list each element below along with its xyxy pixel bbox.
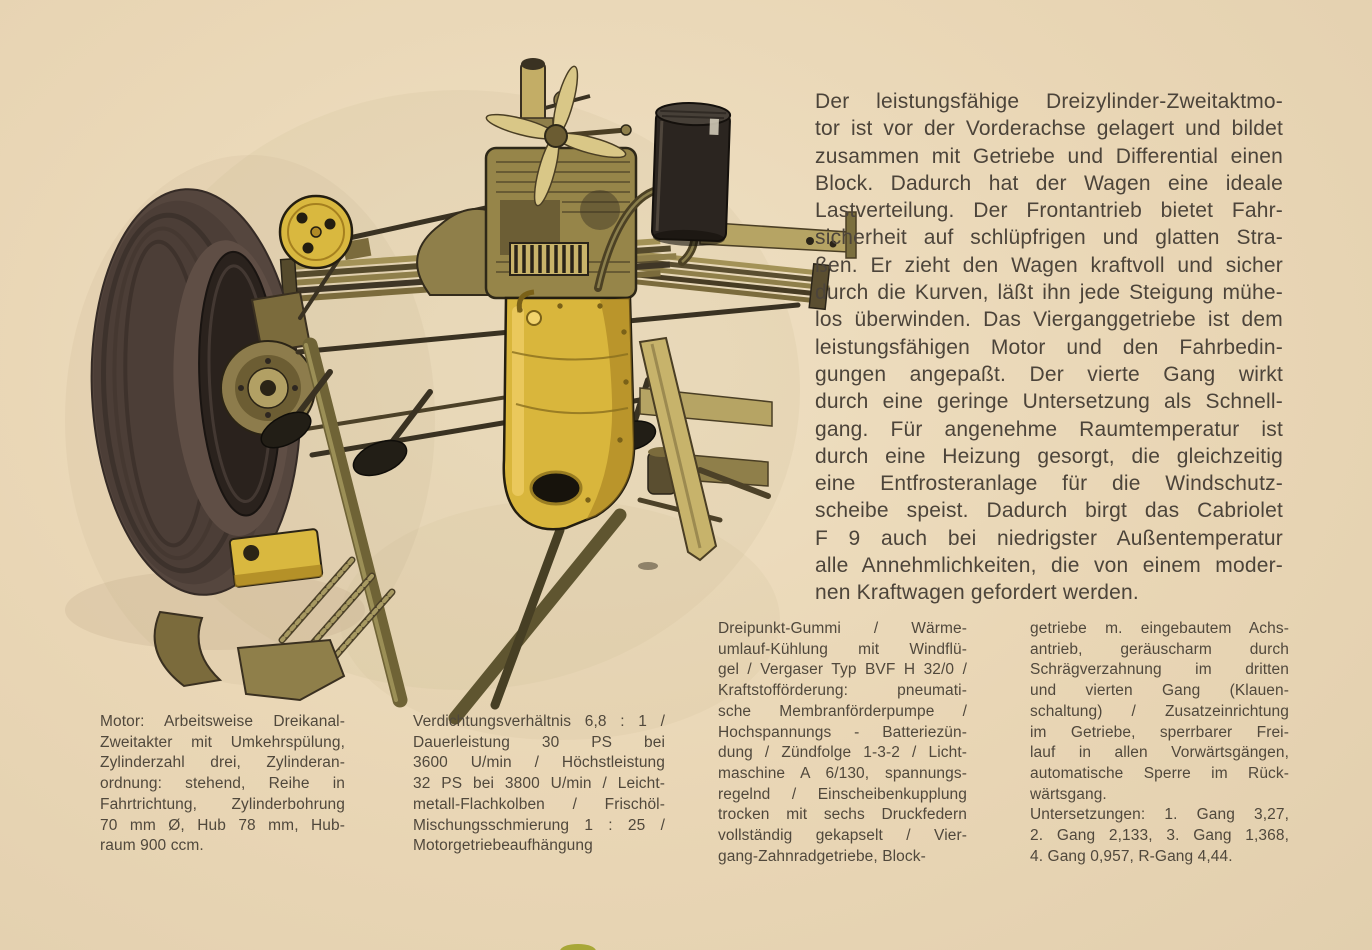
text-line: sche Membranförderpumpe / [718, 702, 967, 720]
text-line: 4. Gang 0,957, R-Gang 4,44. [1030, 847, 1233, 865]
text-line: lauf in allen Vorwärtsgängen, [1030, 744, 1289, 762]
spec-block-engine-output [413, 712, 665, 857]
intro-paragraph-lines [815, 88, 1283, 607]
spec-block-motor [100, 712, 345, 857]
spec-block-gearbox [1030, 619, 1289, 867]
text-line: dung / Zündfolge 1-3-2 / Licht- [718, 744, 967, 762]
text-line: ßen. Er zieht den Wagen kraftvoll und sicher [815, 253, 1283, 277]
gearbox-housing [504, 292, 634, 529]
text-line: Dreipunkt-Gummi / Wärme- [718, 620, 967, 637]
text-line: nen Kraftwagen gefordert werden. [815, 581, 1139, 605]
text-line: alle Annehmlichkeiten, die von einem moder- [815, 554, 1283, 578]
text-line: vollständig gekapselt / Vier- [718, 827, 967, 845]
text-line: ordnung: stehend, Reihe in [100, 775, 345, 793]
text-line: scheibe speist. Dadurch birgt das Cabriolet [815, 499, 1283, 523]
spec-gearbox-para1 [1030, 619, 1289, 805]
text-line: und vierten Gang (Klauen- [1030, 682, 1289, 700]
text-line: 3600 U/min / Höchstleistung [413, 754, 665, 772]
text-line: gungen angepaßt. Der vierte Gang wirkt [815, 362, 1283, 386]
text-line: gang. Für angenehme Raumtemperatur ist [815, 417, 1283, 441]
text-line: im Getriebe, sperrbarer Frei- [1030, 723, 1289, 741]
text-line: maschine A 6/130, spannungs- [718, 764, 967, 782]
text-line: regelnd / Einscheibenkupplung [718, 785, 967, 803]
text-line: Mischungsschmierung 1 : 25 / [413, 816, 665, 834]
text-line: eine Entfrosteranlage für die Windschutz- [815, 472, 1283, 496]
text-line: Zweitakter mit Umkehrspülung, [100, 733, 345, 751]
text-line: Zylinderzahl drei, Zylinderan- [100, 754, 345, 772]
text-line: schaltung) / Zusatzeinrichtung [1030, 702, 1289, 720]
text-line: sicherheit auf schlüpfrigen und glatten Stra- [815, 226, 1283, 250]
text-line: trocken mit sechs Druckfedern [718, 806, 967, 824]
text-line: Hochspannungs - Batteriezün- [718, 723, 967, 741]
text-line: tor ist vor der Vorderachse gelagert und bildet [815, 117, 1283, 141]
text-line: los überwinden. Das Vierganggetriebe ist dem [815, 308, 1283, 332]
text-line: gel / Vergaser Typ BVF H 32/0 / [718, 661, 967, 679]
text-line: durch die Kurven, läßt ihn jede Steigung mühe- [815, 281, 1283, 305]
text-line: leistungsfähigen Motor und den Fahrbedin- [815, 335, 1283, 359]
text-line: gang-Zahnradgetriebe, Block- [718, 847, 926, 865]
intro-paragraph [815, 88, 1283, 607]
text-line: Kraftstofförderung: pneumati- [718, 682, 967, 700]
text-line: zusammen mit Getriebe und Differential einen [815, 144, 1283, 168]
text-line: Verdichtungsverhältnis 6,8 : 1 / [413, 713, 665, 730]
spec-output-lines [413, 712, 665, 857]
text-line: Lastverteilung. Der Frontantrieb bietet Fahr- [815, 199, 1283, 223]
text-line: Der leistungsfähige Dreizylinder-Zweitaktmo- [815, 90, 1283, 113]
text-line: Block. Dadurch hat der Wagen eine ideale [815, 171, 1283, 195]
text-line: 70 mm Ø, Hub 78 mm, Hub- [100, 816, 345, 834]
text-line: 2. Gang 2,133, 3. Gang 1,368, [1030, 827, 1289, 845]
text-line: automatische Sperre im Rück- [1030, 764, 1289, 782]
text-line: Dauerleistung 30 PS bei [413, 733, 665, 751]
text-line: wärtsgang. [1030, 785, 1107, 803]
text-line: getriebe m. eingebautem Achs- [1030, 620, 1289, 637]
text-line: Fahrtrichtung, Zylinderbohrung [100, 795, 345, 813]
text-line: F 9 auch bei niedrigster Außentemperatur [815, 526, 1283, 550]
spec-cooling-lines [718, 619, 967, 867]
text-line: umlauf-Kühlung mit Windflü- [718, 640, 967, 658]
text-line: raum 900 ccm. [100, 837, 204, 855]
text-line: metall-Flachkolben / Frischöl- [413, 795, 665, 813]
text-line: Motor: Arbeitsweise Dreikanal- [100, 713, 345, 730]
spec-motor-lines [100, 712, 345, 857]
text-line: 32 PS bei 3800 U/min / Leicht- [413, 775, 665, 793]
spec-gearbox-para2 [1030, 805, 1289, 867]
text-line: durch eine Heizung gesorgt, die gleichzeitig [815, 444, 1283, 468]
text-line: durch eine geringe Untersetzung als Schnell- [815, 390, 1283, 414]
text-line: Untersetzungen: 1. Gang 3,27, [1030, 806, 1289, 824]
spec-block-cooling-ignition [718, 619, 967, 867]
air-filter-canister [652, 102, 731, 247]
text-line: Schrägverzahnung im dritten [1030, 661, 1289, 679]
text-line: Motorgetriebeaufhängung [413, 837, 593, 855]
text-line: antrieb, geräuscharm durch [1030, 640, 1289, 658]
page-mark-green [560, 944, 596, 950]
